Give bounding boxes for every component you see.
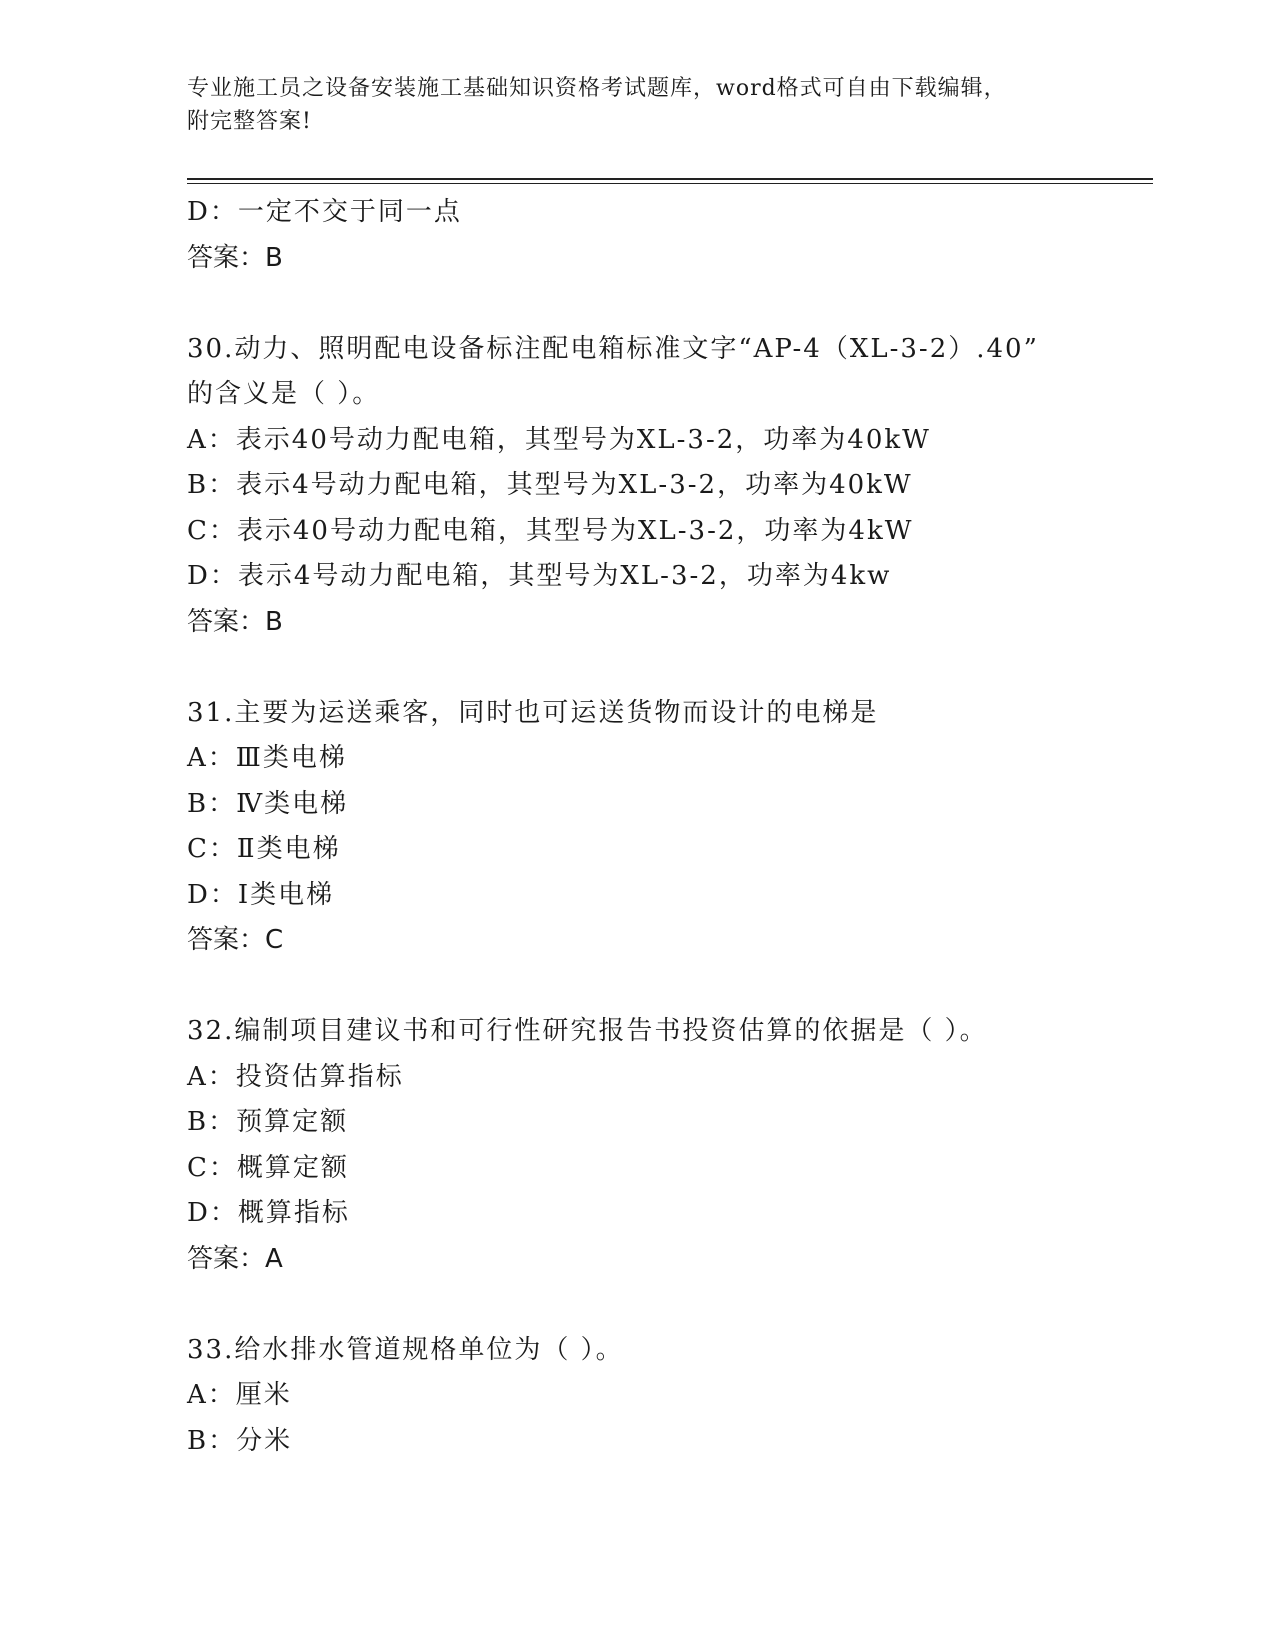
option-b: B：预算定额: [187, 1107, 349, 1137]
question-33: [187, 1328, 1127, 1465]
option-d: D：表示4号动力配电箱，其型号为XL-3-2，功率为4kw: [187, 561, 892, 591]
header-line-2: 附完整答案!: [187, 109, 312, 134]
option-d: D：一定不交于同一点: [187, 197, 462, 227]
option-a: A：投资估算指标: [187, 1061, 404, 1092]
header-divider-thick: [187, 178, 1153, 180]
option-a: A：厘米: [187, 1380, 292, 1410]
option-b: B：Ⅳ类电梯: [187, 788, 349, 819]
option-a: A：表示40号动力配电箱，其型号为XL-3-2，功率为40kW: [187, 424, 931, 455]
answer: 答案：A: [187, 1243, 283, 1274]
question-stem: 33.给水排水管道规格单位为（ ）。: [187, 1334, 624, 1365]
answer: 答案：C: [187, 925, 284, 955]
option-c: C：Ⅱ类电梯: [187, 834, 341, 864]
question-32: [187, 1009, 1127, 1282]
header-line-1: 专业施工员之设备安装施工基础知识资格考试题库，word格式可自由下载编辑，: [187, 76, 1007, 101]
header-divider-thin: [187, 183, 1153, 184]
question-stem: 32.编制项目建议书和可行性研究报告书投资估算的依据是（ ）。: [187, 1016, 988, 1046]
option-a: A：Ⅲ类电梯: [187, 743, 347, 773]
question-29-tail: [187, 190, 1127, 281]
option-c: C：表示40号动力配电箱，其型号为XL-3-2，功率为4kW: [187, 515, 914, 546]
question-stem: 31.主要为运送乘客，同时也可运送货物而设计的电梯是: [187, 697, 879, 728]
question-stem: 30.动力、照明配电设备标注配电箱标准文字“AP-4（XL-3-2）.40”: [187, 333, 1039, 364]
option-d: D：概算指标: [187, 1198, 350, 1228]
question-stem-cont: 的含义是（ ）。: [187, 379, 381, 409]
document-header: [187, 72, 1087, 138]
option-b: B：表示4号动力配电箱，其型号为XL-3-2，功率为40kW: [187, 470, 913, 500]
question-list: [187, 190, 1127, 1464]
option-b: B：分米: [187, 1425, 293, 1456]
question-30: [187, 327, 1127, 646]
option-d: D：Ⅰ类电梯: [187, 879, 335, 910]
option-c: C：概算定额: [187, 1152, 349, 1183]
answer: 答案：B: [187, 242, 283, 273]
answer: 答案：B: [187, 606, 283, 637]
question-31: [187, 691, 1127, 964]
